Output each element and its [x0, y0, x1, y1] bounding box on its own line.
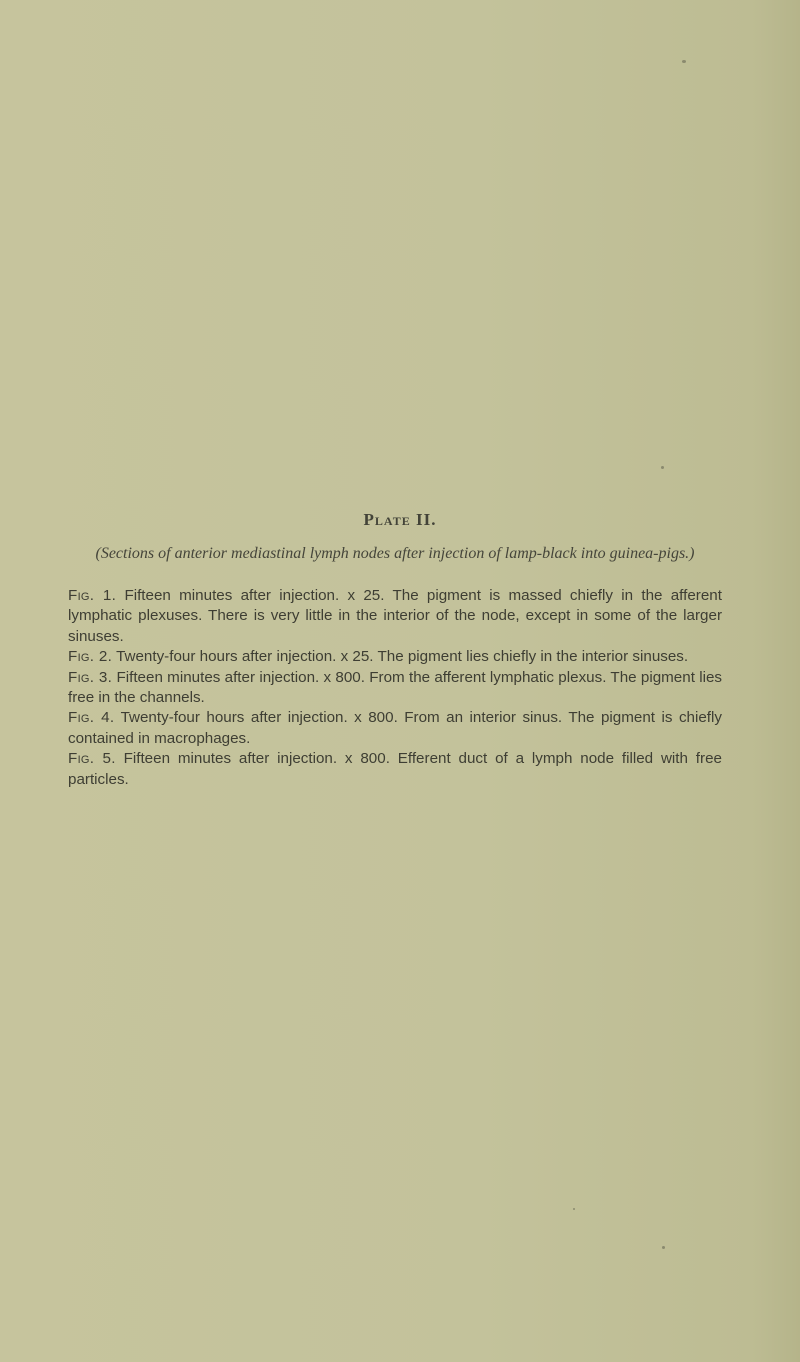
figure-label: Fig. 5.	[68, 750, 116, 768]
figure-text: Fifteen minutes after injection. x 800. From the afferent lymphatic plexus. The pigment lies free in the channels.	[68, 668, 722, 707]
figure-caption-2	[68, 647, 722, 667]
figure-label: Fig. 4.	[68, 709, 115, 727]
figure-text: Twenty-four hours after injection. x 25. The pigment lies chiefly in the interior sinuses.	[116, 648, 689, 666]
figure-text: Twenty-four hours after injection. x 800. From an interior sinus. The pigment is chiefly contained in macrophages.	[68, 709, 722, 747]
figure-caption-1	[68, 586, 722, 647]
paper-speck	[573, 1208, 575, 1210]
plate-title: Plate II.	[363, 510, 437, 529]
figure-caption-5	[68, 749, 722, 790]
figure-caption-4	[68, 708, 722, 749]
figure-caption-3	[68, 668, 722, 709]
paper-speck	[662, 1246, 665, 1249]
figure-label: Fig. 3.	[68, 668, 113, 686]
figure-label: Fig. 2.	[68, 648, 113, 666]
figure-captions	[68, 586, 722, 790]
paper-speck	[682, 60, 686, 63]
figure-text: Fifteen minutes after injection. x 25. The pigment is massed chiefly in the afferent lymphatic plexuses. There is very little in the interior of the node, except in some of the larger sinuses.	[68, 587, 722, 645]
plate-subtitle: (Sections of anterior mediastinal lymph nodes after injection of lamp-black into guinea-pigs.)	[95, 545, 695, 562]
paper-speck	[661, 466, 664, 469]
figure-label: Fig. 1.	[68, 587, 117, 604]
figure-text: Fifteen minutes after injection. x 800. Efferent duct of a lymph node filled with free particles.	[68, 750, 722, 788]
